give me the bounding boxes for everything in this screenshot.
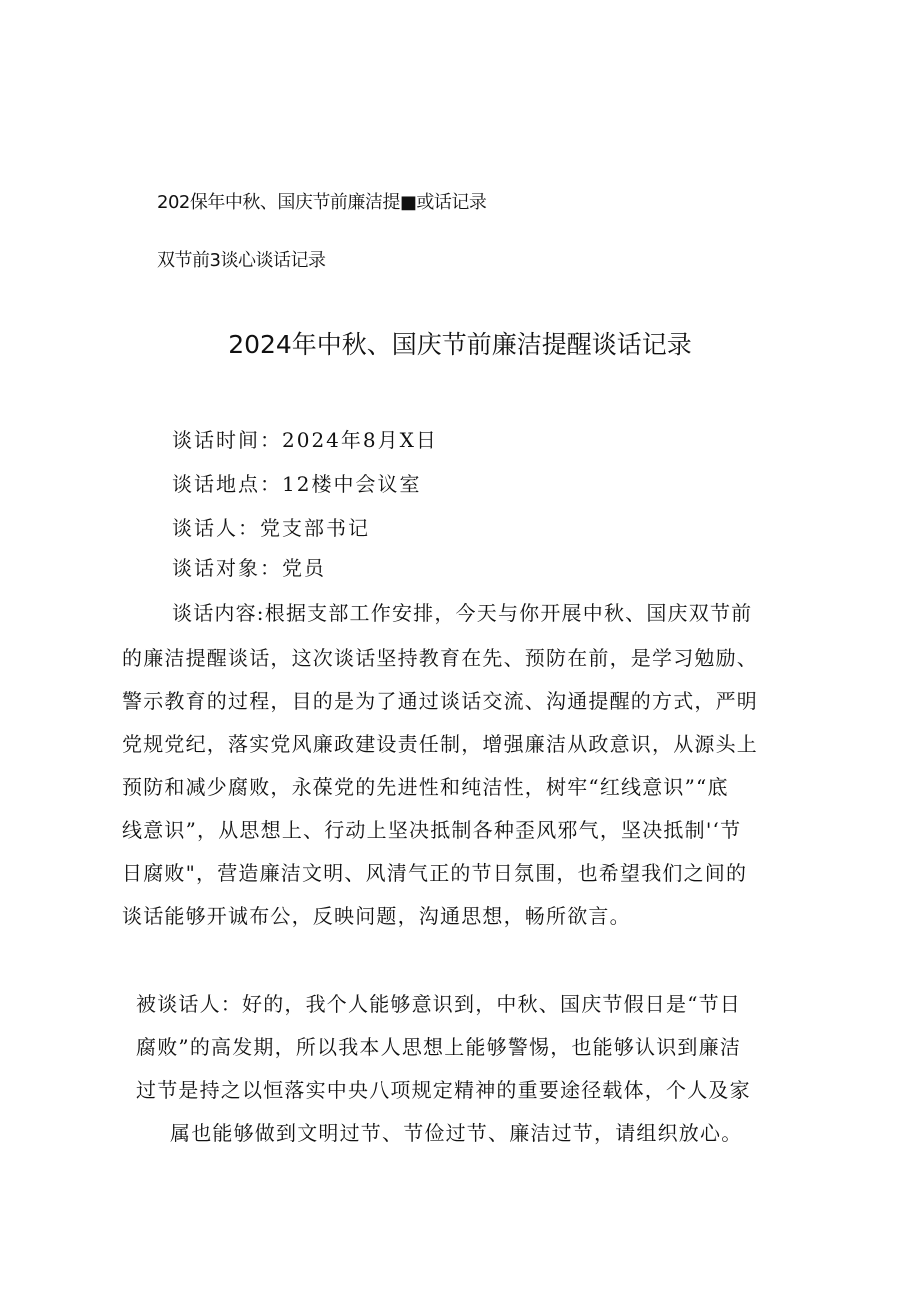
meta-place: 谈话地点：12楼中会议室 [172, 472, 422, 496]
meta-target: 谈话对象：党员 [172, 556, 326, 580]
response-paragraph-line: 被谈话人：好的，我个人能够意识到，中秋、国庆节假日是“节日 [136, 992, 742, 1016]
response-paragraph-line: 属也能够做到文明过节、节俭过节、廉洁过节，请组织放心。 [170, 1121, 743, 1145]
content-paragraph-line: 的廉洁提醒谈话，这次谈话坚持教育在先、预防在前，是学习勉励、 [122, 646, 758, 670]
content-paragraph-line: 谈话能够开诚布公，反映问题，沟通思想，畅所欲言。 [122, 904, 631, 928]
response-paragraph-line: 腐败”的高发期，所以我本人思想上能够警惕，也能够认识到廉洁 [136, 1035, 742, 1059]
content-paragraph-line: 线意识”，从思想上、行动上坚决抵制各种歪风邪气，坚决抵制'‘节 [122, 818, 742, 842]
meta-time: 谈话时间：2024年8月X日 [172, 428, 438, 452]
content-paragraph-line: 谈话内容:根据支部工作安排，今天与你开展中秋、国庆双节前 [172, 601, 753, 625]
header-line-2: 双节前3谈心谈话记录 [157, 250, 326, 271]
response-paragraph-line: 过节是持之以恒落实中央八项规定精神的重要途径载体，个人及家 [136, 1078, 751, 1102]
header-line-1: 202保年中秋、国庆节前廉洁提■或话记录 [157, 192, 487, 213]
content-paragraph-line: 警示教育的过程，目的是为了通过谈话交流、沟通提醒的方式，严明 [122, 689, 758, 713]
content-paragraph-line: 党规党纪，落实党风廉政建设责任制，增强廉洁从政意识，从源头上 [122, 732, 758, 756]
content-paragraph-line: 日腐败"，营造廉洁文明、风清气正的节日氛围，也希望我们之间的 [122, 861, 748, 885]
document-title: 2024年中秋、国庆节前廉洁提醒谈话记录 [228, 330, 692, 359]
meta-speaker: 谈话人：党支部书记 [172, 516, 370, 540]
content-paragraph-line: 预防和减少腐败，永葆党的先进性和纯洁性，树牢“红线意识”“底 [122, 775, 729, 799]
